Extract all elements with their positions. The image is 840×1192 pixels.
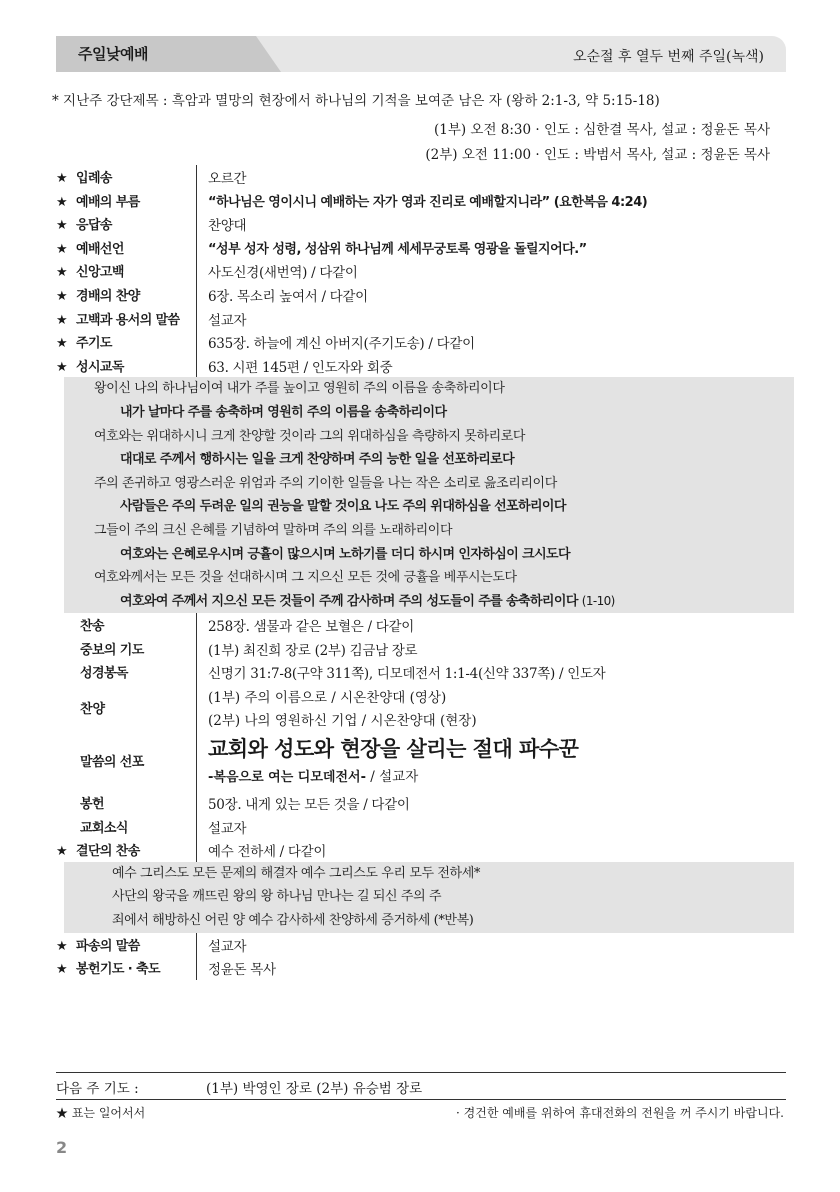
row-divider (196, 731, 197, 791)
order-label-text: 고백과 용서의 말씀 (76, 312, 180, 328)
psalm-text: 여호와는 위대하시니 크게 찬양할 것이라 그의 위대하심을 측량하지 못하리로다 (94, 428, 526, 444)
row-divider (196, 637, 197, 661)
psalm-reference: (1-10) (581, 593, 615, 608)
order-row (56, 354, 786, 378)
row-divider (196, 212, 197, 236)
psalm-text: 주의 존귀하고 영광스러운 위엄과 주의 기이한 일들을 나는 작은 소리로 읊조리리이다 (94, 475, 557, 491)
psalm-text: 사람들은 주의 두려운 일의 권능을 말할 것이요 나도 주의 위대하심을 선포하리이다 (120, 499, 566, 515)
sermon-title: 교회와 성도와 현장을 살리는 절대 파수꾼 (208, 737, 579, 762)
standing-star-icon: ★ (56, 336, 68, 352)
order-label-text: 응답송 (76, 218, 112, 234)
order-value: 설교자 (208, 312, 247, 329)
order-value: 6장. 목소리 높여서 / 다같이 (208, 288, 368, 305)
footer-rule-2 (56, 1099, 786, 1100)
order-value: 635장. 하늘에 계신 아버지(주기도송) / 다같이 (208, 336, 475, 353)
schedule-first-service: (1부) 오전 8:30 · 인도 : 심한결 목사, 설교 : 정윤돈 목사 (433, 122, 770, 138)
schedule-second-service: (2부) 오전 11:00 · 인도 : 박범서 목사, 설교 : 정윤돈 목사 (425, 147, 770, 163)
order-label (56, 285, 196, 304)
phone-notice: · 경건한 예배를 위하여 휴대전화의 전원을 꺼 주시기 바랍니다. (456, 1106, 784, 1120)
order-row (56, 637, 786, 661)
row-divider (196, 838, 197, 862)
anthem-first-service: (1부) 주의 이름으로 / 시온찬양대 (영상) (208, 690, 447, 707)
order-label (56, 214, 196, 233)
congregation-response (64, 401, 794, 425)
order-label-text: 예배의 부름 (76, 194, 140, 210)
order-label-text: 봉헌기도 · 축도 (76, 962, 160, 978)
row-divider (196, 236, 197, 260)
congregation-response (64, 590, 794, 614)
order-row (56, 933, 786, 957)
row-divider (196, 330, 197, 354)
standing-star-icon: ★ (56, 194, 68, 210)
order-value: 사도신경(새번역) / 다같이 (208, 265, 358, 282)
order-row (56, 165, 786, 189)
order-value: 258장. 샘물과 같은 보혈은 / 다같이 (208, 619, 414, 636)
psalm-text: 여호와께서는 모든 것을 선대하시며 그 지으신 모든 것에 긍휼을 베푸시는도다 (94, 570, 517, 586)
psalm-text: 내가 날마다 주를 송축하며 영원히 주의 이름을 송축하리이다 (120, 404, 447, 420)
hymn-line: 예수 그리스도 모든 문제의 해결자 예수 그리스도 우리 모두 전하세* (112, 865, 480, 881)
order-label-text: 중보의 기도 (80, 642, 144, 658)
row-divider (196, 660, 197, 684)
row-divider (196, 684, 197, 731)
order-label-text: 성경봉독 (80, 666, 128, 682)
row-divider (196, 307, 197, 331)
order-of-worship (56, 165, 786, 980)
order-label-text: 결단의 찬송 (76, 844, 140, 860)
page-number: 2 (56, 1138, 68, 1157)
row-divider (196, 933, 197, 957)
order-row (56, 815, 786, 839)
order-label-text: 주기도 (76, 336, 112, 352)
row-divider (196, 354, 197, 378)
next-week-prayer (56, 1077, 422, 1097)
order-label (56, 238, 196, 257)
order-label (56, 356, 196, 375)
leader-line (64, 377, 794, 401)
anthem-label: 찬양 (80, 702, 106, 718)
order-value: 찬양대 (208, 218, 247, 235)
sermon-preacher: / 설교자 (365, 769, 419, 786)
standing-star-icon: ★ (56, 844, 68, 860)
order-label-text: 입례송 (76, 171, 112, 186)
sermon-series: -복음으로 여는 디모데전서- (208, 770, 366, 786)
order-row (56, 660, 786, 684)
standing-legend: ★ 표는 일어서서 (56, 1106, 146, 1120)
order-label (56, 332, 196, 351)
next-week-prayer-label: 다음 주 기도 : (56, 1081, 139, 1097)
hymn-lyrics (64, 862, 794, 933)
row-divider (196, 259, 197, 283)
last-week-sermon-note: * 지난주 강단제목 : 흑암과 멸망의 현장에서 하나님의 기적을 보여준 남은 자 (왕하 2:1-3, 약 5:15-18) (52, 93, 660, 109)
order-label (56, 958, 196, 977)
congregation-response (64, 543, 794, 567)
liturgical-week: 오순절 후 열두 번째 주일(녹색) (572, 49, 764, 65)
order-value: (1부) 최진희 장로 (2부) 김금남 장로 (208, 642, 418, 659)
order-row (56, 212, 786, 236)
standing-star-icon: ★ (56, 288, 68, 304)
order-label-text: 예배선언 (76, 241, 124, 257)
order-label (56, 167, 196, 186)
row-divider (196, 189, 197, 213)
order-label (56, 309, 196, 328)
leader-line (64, 519, 794, 543)
sermon-row (56, 731, 786, 791)
congregation-response (64, 448, 794, 472)
page-header (56, 36, 786, 74)
psalm-text: 여호와는 은혜로우시며 긍휼이 많으시며 노하기를 더디 하시며 인자하심이 크시도다 (120, 546, 570, 562)
standing-star-icon: ★ (56, 312, 68, 328)
next-week-prayer-value: (1부) 박영인 장로 (2부) 유승범 장로 (206, 1081, 423, 1097)
hymn-line: 죄에서 해방하신 어린 양 예수 감사하세 찬양하세 증거하세 (*반복) (112, 913, 474, 929)
row-divider (196, 165, 197, 189)
order-row (56, 307, 786, 331)
order-row (56, 236, 786, 260)
service-title: 주일낮예배 (78, 45, 148, 63)
standing-star-icon: ★ (56, 218, 68, 234)
order-row (56, 189, 786, 213)
leader-line (64, 566, 794, 590)
responsive-reading (64, 377, 794, 613)
standing-star-icon: ★ (56, 359, 68, 375)
order-row (56, 259, 786, 283)
order-row (56, 613, 786, 637)
order-label-text: 신앙고백 (76, 265, 124, 281)
hymn-line: 사단의 왕국을 깨뜨린 왕의 왕 하나님 만나는 길 되신 주의 주 (112, 889, 442, 905)
order-label-text: 교회소식 (80, 820, 128, 836)
congregation-response (64, 495, 794, 519)
row-divider (196, 815, 197, 839)
psalm-text: 대대로 주께서 행하시는 일을 크게 찬양하며 주의 능한 일을 선포하리로다 (120, 452, 515, 468)
anthem-row (56, 684, 786, 731)
order-label-text: 경배의 찬양 (76, 288, 140, 304)
order-label-text: 성시교독 (76, 359, 124, 375)
order-value: “하나님은 영이시니 예배하는 자가 영과 진리로 예배할지니라” (요한복음 4:24) (208, 194, 648, 210)
sermon-subtitle-line (208, 765, 418, 785)
order-label (56, 191, 196, 210)
order-label (56, 261, 196, 280)
order-value: 63. 시편 145편 / 인도자와 회중 (208, 359, 393, 376)
order-value: 50장. 내게 있는 모든 것을 / 다같이 (208, 797, 410, 814)
standing-star-icon: ★ (56, 962, 68, 978)
standing-star-icon: ★ (56, 241, 68, 257)
footer-rule (56, 1072, 786, 1073)
psalm-text: 그들이 주의 크신 은혜를 기념하여 말하며 주의 의를 노래하리이다 (94, 522, 453, 538)
order-row (56, 283, 786, 307)
leader-line (64, 425, 794, 449)
order-value: 정윤돈 목사 (208, 962, 276, 979)
psalm-text: 왕이신 나의 하나님이여 내가 주를 높이고 영원히 주의 이름을 송축하리이다 (94, 381, 505, 397)
order-label-text: 찬송 (80, 619, 104, 635)
leader-line (64, 472, 794, 496)
row-divider (196, 956, 197, 980)
order-row (56, 330, 786, 354)
order-label (56, 840, 196, 859)
order-value: 설교자 (208, 820, 247, 837)
row-divider (196, 283, 197, 307)
order-label-text: 봉헌 (80, 797, 104, 813)
order-value: “성부 성자 성령, 성삼위 하나님께 세세무궁토록 영광을 돌릴지어다.” (208, 241, 587, 257)
order-label-text: 파송의 말씀 (76, 938, 140, 954)
standing-star-icon: ★ (56, 171, 68, 186)
standing-star-icon: ★ (56, 265, 68, 281)
standing-star-icon: ★ (56, 938, 68, 954)
row-divider (196, 613, 197, 637)
psalm-text: 여호와여 주께서 지으신 모든 것들이 주께 감사하며 주의 성도들이 주를 송축하리이다 (120, 593, 578, 609)
anthem-second-service: (2부) 나의 영원하신 기업 / 시온찬양대 (현장) (208, 713, 477, 730)
row-divider (196, 791, 197, 815)
order-value: 오르간 (208, 171, 247, 187)
order-value: 설교자 (208, 938, 247, 955)
order-label (56, 935, 196, 954)
order-row (56, 791, 786, 815)
sermon-label: 말씀의 선포 (80, 755, 144, 771)
order-value: 신명기 31:7-8(구약 311쪽), 디모데전서 1:1-4(신약 337쪽) / 인도자 (208, 666, 606, 683)
order-value: 예수 전하세 / 다같이 (208, 844, 327, 861)
order-row (56, 956, 786, 980)
order-row (56, 838, 786, 862)
